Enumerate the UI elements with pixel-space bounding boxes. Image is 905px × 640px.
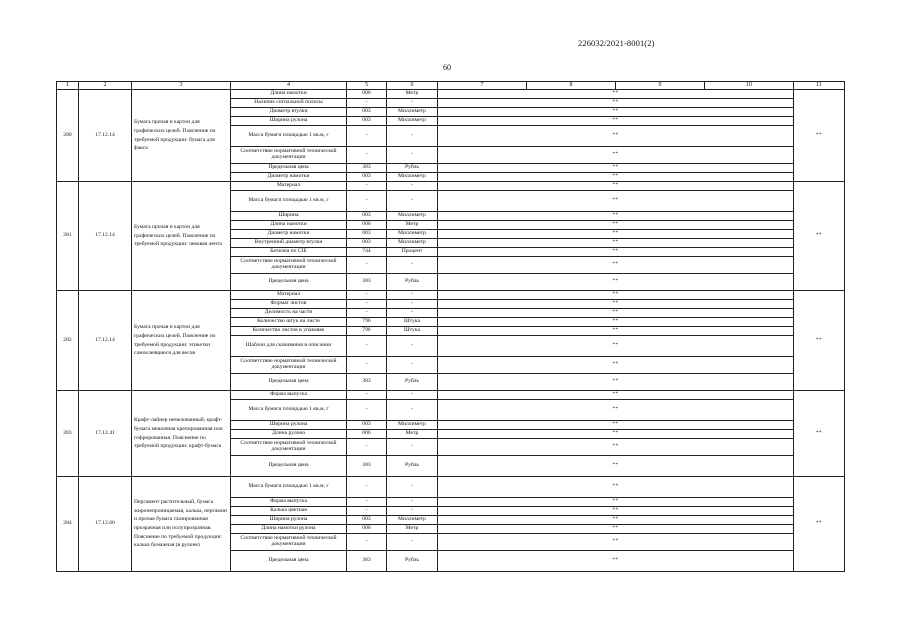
unit-name-cell: Рубль — [387, 274, 438, 291]
characteristic-name-cell: Масса бумаги площадью 1 кв.м, г — [231, 477, 347, 498]
characteristic-name-cell: Делимость на части — [231, 309, 347, 318]
okei-code-cell: 003 — [347, 421, 387, 430]
value-cell: ** — [438, 257, 794, 274]
characteristic-name-cell: Длина намотки рулона — [231, 525, 347, 534]
characteristic-name-cell: Ширина рулона — [231, 516, 347, 525]
column-11-cell: ** — [794, 477, 845, 572]
unit-name-cell: - — [387, 400, 438, 421]
value-cell: ** — [438, 430, 794, 439]
column-number-header: 10 — [705, 82, 794, 90]
product-description-cell: Пергамент растительный, бумага жиронепроницаемая, калька, пергамин и прочая бумага глазированная прозрачная или полупрозрачная. Пояснение по требуемой продукции: калька бумажная (в рулоне) — [132, 477, 231, 572]
okei-code-cell: 006 — [347, 90, 387, 99]
row-number-cell: 281 — [57, 182, 79, 291]
column-11-cell: ** — [794, 90, 845, 182]
okei-code-cell: - — [347, 182, 387, 191]
characteristic-name-cell: Ширина рулона — [231, 421, 347, 430]
characteristic-name-cell: Соответствие нормативной технической документации — [231, 257, 347, 274]
okei-code-cell: - — [347, 507, 387, 516]
unit-name-cell: Метр — [387, 221, 438, 230]
value-cell: ** — [438, 147, 794, 164]
characteristic-name-cell: Соответствие нормативной технической документации — [231, 357, 347, 374]
unit-name-cell: - — [387, 336, 438, 357]
value-cell: ** — [438, 498, 794, 507]
table-header-row — [57, 82, 845, 90]
unit-name-cell: Рубль — [387, 456, 438, 477]
value-cell: ** — [438, 173, 794, 182]
column-number-header: 2 — [79, 82, 132, 90]
okei-code-cell: 003 — [347, 516, 387, 525]
unit-name-cell: - — [387, 309, 438, 318]
characteristic-name-cell: Формат листов — [231, 300, 347, 309]
value-cell: ** — [438, 230, 794, 239]
characteristic-name-cell: Масса бумаги площадью 1 кв.м, г — [231, 126, 347, 147]
column-number-header: 9 — [616, 82, 705, 90]
table-row — [57, 90, 845, 99]
characteristic-name-cell: Наличие сигнальной полосы — [231, 99, 347, 108]
okei-code-cell: - — [347, 439, 387, 456]
characteristic-name-cell: Предельная цена — [231, 274, 347, 291]
characteristic-name-cell: Количество штук на листе — [231, 318, 347, 327]
okei-code-cell: - — [347, 300, 387, 309]
okei-code-cell: - — [347, 477, 387, 498]
value-cell: ** — [438, 248, 794, 257]
value-cell: ** — [438, 374, 794, 391]
value-cell: ** — [438, 191, 794, 212]
okei-code-cell: 006 — [347, 221, 387, 230]
unit-name-cell: - — [387, 300, 438, 309]
row-number-cell: 280 — [57, 90, 79, 182]
unit-name-cell: Рубль — [387, 164, 438, 173]
characteristic-name-cell: Длина намотки — [231, 221, 347, 230]
okei-code-cell: - — [347, 291, 387, 300]
unit-name-cell: Штука — [387, 318, 438, 327]
okei-code-cell: 383 — [347, 456, 387, 477]
okei-code-cell: 003 — [347, 108, 387, 117]
value-cell: ** — [438, 391, 794, 400]
column-number-header: 3 — [132, 82, 231, 90]
value-cell: ** — [438, 477, 794, 498]
value-cell: ** — [438, 164, 794, 173]
row-number-cell: 283 — [57, 391, 79, 477]
okei-code-cell: - — [347, 147, 387, 164]
value-cell: ** — [438, 400, 794, 421]
value-cell: ** — [438, 108, 794, 117]
okei-code-cell: - — [347, 534, 387, 551]
column-number-header: 6 — [387, 82, 438, 90]
unit-name-cell: Миллиметр — [387, 516, 438, 525]
okei-code-cell: 796 — [347, 318, 387, 327]
table-row — [57, 391, 845, 400]
value-cell: ** — [438, 357, 794, 374]
characteristic-name-cell: Форма выпуска — [231, 498, 347, 507]
value-cell: ** — [438, 291, 794, 300]
value-cell: ** — [438, 439, 794, 456]
okpd2-code-cell: 17.12.41 — [79, 391, 132, 477]
okei-code-cell: 383 — [347, 164, 387, 173]
value-cell: ** — [438, 421, 794, 430]
characteristic-name-cell: Форма выпуска — [231, 391, 347, 400]
value-cell: ** — [438, 309, 794, 318]
value-cell: ** — [438, 327, 794, 336]
table-row — [57, 477, 845, 498]
value-cell: ** — [438, 456, 794, 477]
value-cell: ** — [438, 516, 794, 525]
okei-code-cell: 383 — [347, 551, 387, 572]
characteristic-name-cell: Ширина рулона — [231, 117, 347, 126]
value-cell: ** — [438, 126, 794, 147]
okei-code-cell: 383 — [347, 274, 387, 291]
value-cell: ** — [438, 274, 794, 291]
value-cell: ** — [438, 212, 794, 221]
unit-name-cell: Рубль — [387, 374, 438, 391]
unit-name-cell: - — [387, 477, 438, 498]
characteristic-name-cell: Количество листов в упаковке — [231, 327, 347, 336]
characteristic-name-cell: Предельная цена — [231, 164, 347, 173]
table-row — [57, 182, 845, 191]
value-cell: ** — [438, 117, 794, 126]
column-11-cell: ** — [794, 291, 845, 391]
value-cell: ** — [438, 507, 794, 516]
unit-name-cell: - — [387, 257, 438, 274]
unit-name-cell: Метр — [387, 525, 438, 534]
product-description-cell: Бумага прочая и картон для графических целей. Пояснение по требуемой продукции: бумага для факса — [132, 90, 231, 182]
characteristic-name-cell: Длина намотки — [231, 90, 347, 99]
unit-name-cell: - — [387, 439, 438, 456]
unit-name-cell: - — [387, 534, 438, 551]
characteristic-name-cell: Предельная цена — [231, 551, 347, 572]
value-cell: ** — [438, 336, 794, 357]
value-cell: ** — [438, 300, 794, 309]
okei-code-cell: - — [347, 191, 387, 212]
unit-name-cell: - — [387, 126, 438, 147]
unit-name-cell: Миллиметр — [387, 230, 438, 239]
okei-code-cell: - — [347, 309, 387, 318]
okei-code-cell: 796 — [347, 327, 387, 336]
unit-name-cell: Миллиметр — [387, 173, 438, 182]
unit-name-cell: - — [387, 357, 438, 374]
characteristic-name-cell: Масса бумаги площадью 1 кв.м, г — [231, 400, 347, 421]
okei-code-cell: - — [347, 498, 387, 507]
characteristic-name-cell: Внутренний диаметр втулки — [231, 239, 347, 248]
column-number-header: 8 — [527, 82, 616, 90]
column-number-header: 4 — [231, 82, 347, 90]
okei-code-cell: 744 — [347, 248, 387, 257]
column-number-header: 7 — [438, 82, 527, 90]
unit-name-cell: - — [387, 498, 438, 507]
value-cell: ** — [438, 551, 794, 572]
unit-name-cell: - — [387, 191, 438, 212]
characteristic-name-cell: Длина рулона — [231, 430, 347, 439]
unit-name-cell: Миллиметр — [387, 239, 438, 248]
product-description-cell: Бумага прочая и картон для графических целей. Пояснение по требуемой продукции: этикетки самоклеящиеся для весов — [132, 291, 231, 391]
row-number-cell: 284 — [57, 477, 79, 572]
value-cell: ** — [438, 182, 794, 191]
characteristic-name-cell: Материал — [231, 291, 347, 300]
document-number: 226032/2021-8001(2) — [578, 38, 655, 48]
characteristic-name-cell: Диаметр намотки — [231, 173, 347, 182]
characteristic-name-cell: Соответствие нормативной технической документации — [231, 439, 347, 456]
value-cell: ** — [438, 318, 794, 327]
unit-name-cell: Миллиметр — [387, 117, 438, 126]
value-cell: ** — [438, 99, 794, 108]
characteristic-name-cell: Калька цветная — [231, 507, 347, 516]
unit-name-cell: Миллиметр — [387, 108, 438, 117]
unit-name-cell: - — [387, 391, 438, 400]
unit-name-cell: Штука — [387, 327, 438, 336]
okei-code-cell: 006 — [347, 525, 387, 534]
value-cell: ** — [438, 90, 794, 99]
okpd2-code-cell: 17.12.14 — [79, 182, 132, 291]
okei-code-cell: 006 — [347, 430, 387, 439]
unit-name-cell: - — [387, 507, 438, 516]
okei-code-cell: - — [347, 400, 387, 421]
okei-code-cell: 003 — [347, 212, 387, 221]
value-cell: ** — [438, 239, 794, 248]
characteristic-name-cell: Соответствие нормативной технической документации — [231, 147, 347, 164]
okei-code-cell: 003 — [347, 239, 387, 248]
okei-code-cell: - — [347, 99, 387, 108]
product-description-cell: Бумага прочая и картон для графических целей. Пояснение по требуемой продукции: чековая лента — [132, 182, 231, 291]
column-number-header: 1 — [57, 82, 79, 90]
okei-code-cell: - — [347, 391, 387, 400]
unit-name-cell: Метр — [387, 90, 438, 99]
okei-code-cell: 003 — [347, 117, 387, 126]
unit-name-cell: Процент — [387, 248, 438, 257]
okei-code-cell: 003 — [347, 230, 387, 239]
okei-code-cell: 003 — [347, 173, 387, 182]
okpd2-code-cell: 17.12.14 — [79, 291, 132, 391]
value-cell: ** — [438, 221, 794, 230]
unit-name-cell: - — [387, 291, 438, 300]
characteristic-name-cell: Диаметр намотки — [231, 230, 347, 239]
characteristic-name-cell: Ширина — [231, 212, 347, 221]
row-number-cell: 282 — [57, 291, 79, 391]
okei-code-cell: 383 — [347, 374, 387, 391]
characteristic-name-cell: Белизна по CIE — [231, 248, 347, 257]
characteristic-name-cell: Диаметр втулки — [231, 108, 347, 117]
okei-code-cell: - — [347, 126, 387, 147]
unit-name-cell: - — [387, 99, 438, 108]
requirements-table — [56, 81, 845, 572]
characteristic-name-cell: Предельная цена — [231, 456, 347, 477]
okei-code-cell: - — [347, 336, 387, 357]
table-row — [57, 291, 845, 300]
column-11-cell: ** — [794, 182, 845, 291]
okei-code-cell: - — [347, 257, 387, 274]
characteristic-name-cell: Соответствие нормативной технической документации — [231, 534, 347, 551]
product-description-cell: Крафт-лайнер немелованный; крафт-бумага мешочная крепированная или гофрированная. Пояснение по требуемой продукции: крафт-бумага — [132, 391, 231, 477]
characteristic-name-cell: Масса бумаги площадью 1 кв.м, г — [231, 191, 347, 212]
unit-name-cell: Метр — [387, 430, 438, 439]
column-number-header: 11 — [794, 82, 845, 90]
column-number-header: 5 — [347, 82, 387, 90]
unit-name-cell: Миллиметр — [387, 421, 438, 430]
characteristic-name-cell: Материал — [231, 182, 347, 191]
okei-code-cell: - — [347, 357, 387, 374]
okpd2-code-cell: 17.12.14 — [79, 90, 132, 182]
unit-name-cell: - — [387, 147, 438, 164]
unit-name-cell: - — [387, 182, 438, 191]
characteristic-name-cell: Шаблон для скачивания в описании — [231, 336, 347, 357]
value-cell: ** — [438, 534, 794, 551]
page-number: 60 — [443, 63, 451, 72]
characteristic-name-cell: Предельная цена — [231, 374, 347, 391]
okpd2-code-cell: 17.12.60 — [79, 477, 132, 572]
unit-name-cell: Рубль — [387, 551, 438, 572]
column-11-cell: ** — [794, 391, 845, 477]
unit-name-cell: Миллиметр — [387, 212, 438, 221]
value-cell: ** — [438, 525, 794, 534]
